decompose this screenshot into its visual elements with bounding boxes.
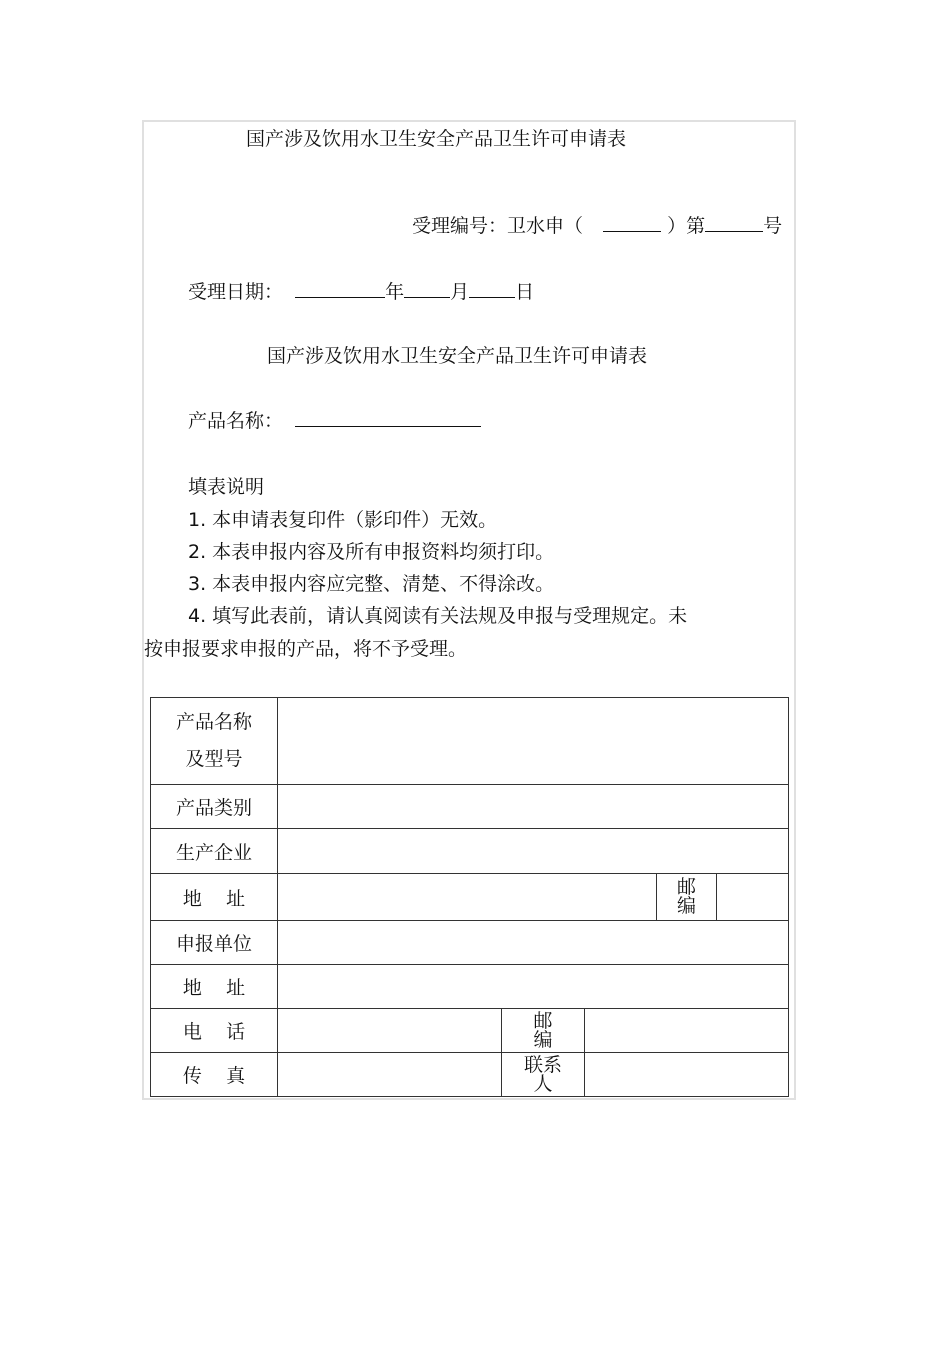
table-row (151, 698, 789, 785)
address2-label: 地 址 (151, 965, 278, 1009)
day-blank[interactable] (469, 279, 515, 298)
address2-field[interactable] (278, 965, 789, 1009)
product-name-model-label: 产品名称 及型号 (151, 698, 278, 785)
manufacturer-label: 生产企业 (151, 829, 278, 874)
fax-label: 传 真 (151, 1053, 278, 1097)
contact-field[interactable] (585, 1053, 789, 1097)
instruction-item-1: 1. 本申请表复印件（影印件）无效。 (188, 509, 498, 531)
address-field[interactable] (278, 874, 657, 921)
product-name-label: 产品名称： (188, 410, 284, 432)
instruction-item-4: 4. 填写此表前，请认真阅读有关法规及申报与受理规定。未 (188, 605, 688, 627)
table-row (151, 921, 789, 965)
product-category-label: 产品类别 (151, 785, 278, 829)
fax-field[interactable] (278, 1053, 502, 1097)
postcode-field[interactable] (717, 874, 789, 921)
applicant-label: 申报单位 (151, 921, 278, 965)
phone-label: 电 话 (151, 1009, 278, 1053)
day-label: 日 (515, 281, 535, 303)
address-label: 地 址 (151, 874, 278, 921)
accept-number-blank-2[interactable] (705, 213, 763, 232)
applicant-field[interactable] (278, 921, 789, 965)
product-name-blank[interactable] (295, 408, 481, 427)
accept-date-line (188, 279, 534, 304)
accept-number-close: ）第 (667, 215, 706, 237)
instructions-heading: 填表说明 (188, 476, 265, 498)
table-row (151, 1009, 789, 1053)
instruction-item-3: 3. 本表申报内容应完整、清楚、不得涂改。 (188, 573, 555, 595)
year-label: 年 (385, 281, 405, 303)
application-form-table (150, 697, 789, 1097)
product-category-field[interactable] (278, 785, 789, 829)
instruction-item-2: 2. 本表申报内容及所有申报资料均须打印。 (188, 541, 555, 563)
contact-label: 联系 人 (502, 1053, 585, 1097)
accept-number-blank-1[interactable] (603, 213, 661, 232)
postcode-label: 邮 编 (657, 874, 717, 921)
instruction-item-4-continued: 按申报要求申报的产品，将不予受理。 (144, 638, 468, 660)
product-name-line (188, 408, 481, 433)
postcode2-field[interactable] (585, 1009, 789, 1053)
document-subtitle: 国产涉及饮用水卫生安全产品卫生许可申请表 (267, 345, 648, 367)
postcode2-label: 邮 编 (502, 1009, 585, 1053)
accept-date-label: 受理日期： (188, 281, 284, 303)
product-name-model-field[interactable] (278, 698, 789, 785)
table-row (151, 1053, 789, 1097)
table-row (151, 965, 789, 1009)
year-blank[interactable] (295, 279, 385, 298)
month-blank[interactable] (404, 279, 450, 298)
accept-number-suffix: 号 (763, 215, 783, 237)
month-label: 月 (450, 281, 470, 303)
accept-number-label: 受理编号：卫水申（ (412, 215, 584, 237)
accept-number-line (412, 213, 782, 238)
table-row (151, 829, 789, 874)
manufacturer-field[interactable] (278, 829, 789, 874)
table-row (151, 874, 789, 921)
phone-field[interactable] (278, 1009, 502, 1053)
table-row (151, 785, 789, 829)
document-title: 国产涉及饮用水卫生安全产品卫生许可申请表 (246, 128, 627, 150)
